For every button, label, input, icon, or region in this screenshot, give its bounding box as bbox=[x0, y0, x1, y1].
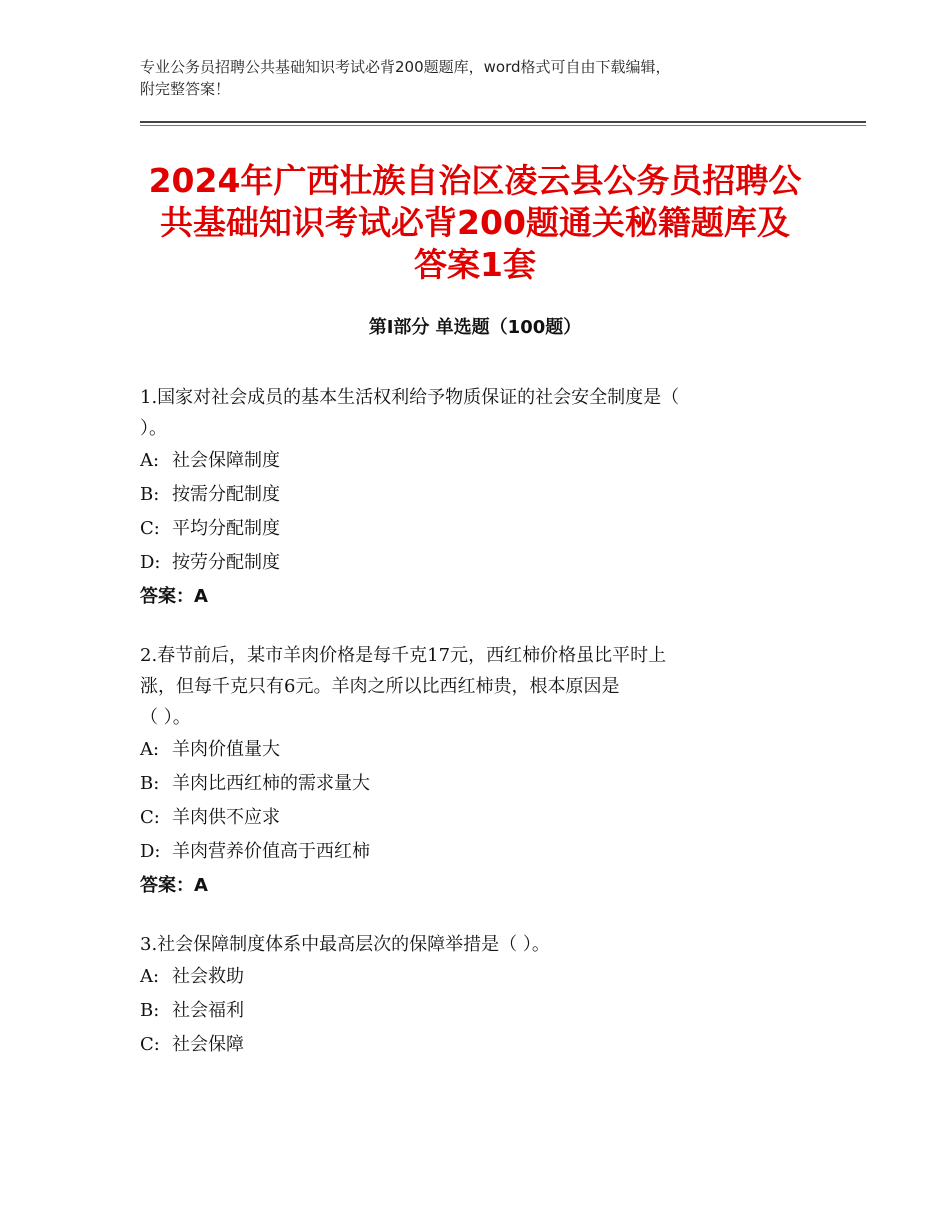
option-text: 平均分配制度 bbox=[172, 518, 280, 539]
question-list bbox=[140, 382, 820, 1088]
question-stem-line: 3.社会保障制度体系中最高层次的保障举措是（ ）。 bbox=[140, 934, 550, 955]
question-3 bbox=[140, 929, 820, 1062]
document-title bbox=[120, 160, 830, 286]
question-2 bbox=[140, 640, 820, 903]
question-stem-line: 1.国家对社会成员的基本生活权利给予物质保证的社会安全制度是（ bbox=[140, 387, 680, 408]
option-text: 社会救助 bbox=[172, 966, 244, 987]
option-c bbox=[140, 512, 820, 546]
header-note-line: 附完整答案！ bbox=[140, 80, 231, 98]
option-letter: A: bbox=[140, 739, 160, 760]
option-letter: C: bbox=[140, 1034, 160, 1055]
option-text: 羊肉价值量大 bbox=[172, 739, 280, 760]
question-stem-line: （ ）。 bbox=[140, 707, 191, 728]
option-text: 社会保障制度 bbox=[172, 450, 280, 471]
option-letter: B: bbox=[140, 1000, 160, 1021]
option-b bbox=[140, 994, 820, 1028]
header-note-line: 专业公务员招聘公共基础知识考试必背200题题库，word格式可自由下载编辑， bbox=[140, 58, 671, 76]
answer-label: 答案：A bbox=[140, 875, 208, 896]
title-line: 2024年广西壮族自治区凌云县公务员招聘公 bbox=[148, 161, 802, 200]
option-text: 按劳分配制度 bbox=[172, 552, 280, 573]
title-line: 答案1套 bbox=[414, 245, 536, 284]
option-letter: A: bbox=[140, 966, 160, 987]
option-letter: D: bbox=[140, 552, 161, 573]
header-divider-thin bbox=[140, 125, 866, 126]
option-d bbox=[140, 835, 820, 869]
option-letter: D: bbox=[140, 841, 161, 862]
option-letter: C: bbox=[140, 518, 160, 539]
option-letter: B: bbox=[140, 484, 160, 505]
option-letter: B: bbox=[140, 773, 160, 794]
option-a bbox=[140, 444, 820, 478]
option-text: 羊肉营养价值高于西红柿 bbox=[172, 841, 370, 862]
question-stem-line: 2.春节前后，某市羊肉价格是每千克17元，西红柿价格虽比平时上 bbox=[140, 645, 667, 666]
question-1 bbox=[140, 382, 820, 614]
option-c bbox=[140, 1028, 820, 1062]
option-text: 社会保障 bbox=[172, 1034, 244, 1055]
title-line: 共基础知识考试必背200题通关秘籍题库及 bbox=[160, 203, 790, 242]
question-stem-line: 涨，但每千克只有6元。羊肉之所以比西红柿贵，根本原因是 bbox=[140, 676, 620, 697]
header-divider-thick bbox=[140, 121, 866, 123]
option-text: 社会福利 bbox=[172, 1000, 244, 1021]
option-a bbox=[140, 733, 820, 767]
option-text: 羊肉供不应求 bbox=[172, 807, 280, 828]
section-title: 第I部分 单选题（100题） bbox=[368, 317, 582, 338]
option-letter: A: bbox=[140, 450, 160, 471]
option-b bbox=[140, 767, 820, 801]
option-letter: C: bbox=[140, 807, 160, 828]
header-note bbox=[140, 56, 840, 100]
answer-label: 答案：A bbox=[140, 586, 208, 607]
question-stem-line: ）。 bbox=[140, 418, 167, 439]
option-a bbox=[140, 960, 820, 994]
option-c bbox=[140, 801, 820, 835]
option-d bbox=[140, 546, 820, 580]
option-b bbox=[140, 478, 820, 512]
option-text: 羊肉比西红柿的需求量大 bbox=[172, 773, 370, 794]
option-text: 按需分配制度 bbox=[172, 484, 280, 505]
